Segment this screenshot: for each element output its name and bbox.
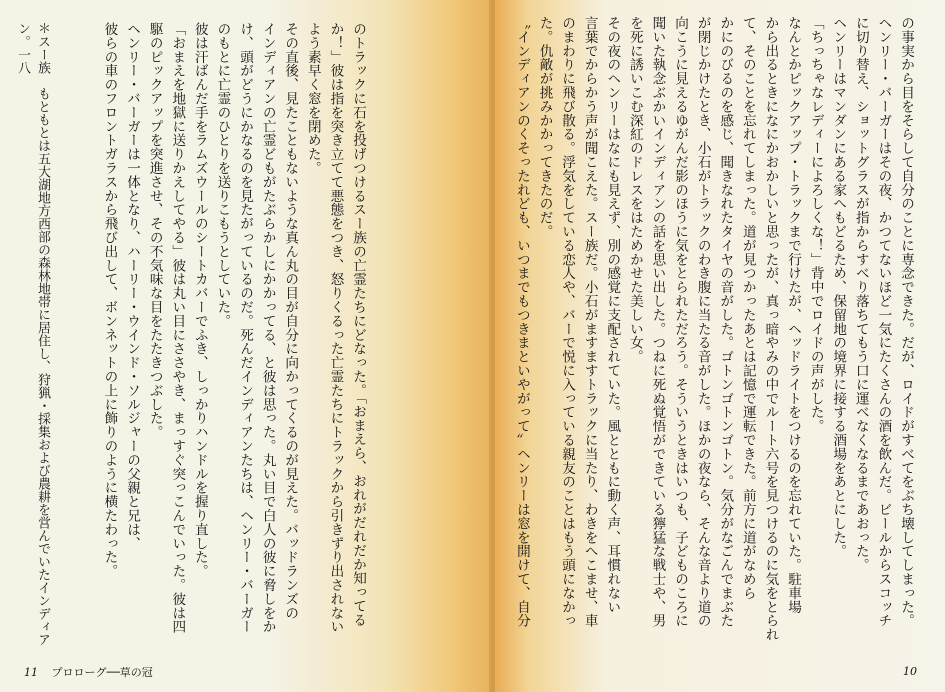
text-column: ヘンリーはマンダンにある家へもどるため、保留地の境界に接する酒場をあとにした。: [830, 16, 847, 559]
text-column: を死に誘いこむ深紅のドレスをはためかせた美しい女。: [626, 16, 643, 364]
text-column: 〝インディアンのくそったれども、いつまでもつきまといやがって〟ヘンリーは窓を開けて、自分: [513, 16, 530, 628]
text-column: 「ちっちゃなレディーによろしくな！」背中でロイドの声がした。: [807, 16, 824, 433]
text-column: なんとかピックアップ・トラックまで行けたが、ヘッドライトをつけるのを忘れていた。駐車場: [785, 16, 802, 614]
book-gutter: [489, 0, 495, 692]
text-column: ヘンリー・バーガーは一体となり、ハーリー・ウインド・ソルジャーの父親と兄は、: [124, 22, 141, 551]
text-column: に切り替え、ショットグラスが指からすべり落ちてもう口に運べなくなるまであおった。: [852, 16, 869, 572]
running-head: プロローグ──草の冠: [51, 666, 153, 679]
text-column: て、そのことを忘れてしまった。道が見つかったあとは記憶で運転できた。前方に道がなめら: [739, 16, 756, 600]
text-column: の事実から目をそらして自分のことに専念できた。だが、ロイドがすべてをぶち壊してしまった。: [898, 16, 914, 628]
text-column: よう素早く窓を閉めた。: [304, 22, 321, 175]
text-column: ヘンリー・バーガーはその夜、かつてないほど一気にたくさんの酒を飲んだ。ビールからスコッチ: [875, 16, 892, 628]
text-column: 駆のピックアップを突進させ、その不気味な目をたたきつぶした。: [146, 22, 163, 439]
right-page-number: 10: [903, 665, 917, 678]
text-column: から出るときになにかおかしいと思ったが、真っ暗やみの中でルート六号を見つけるのに気をとられ: [762, 16, 779, 642]
text-column: のもとに亡霊のひとりを送りこもうとしていた。: [214, 22, 231, 328]
text-column: 彼は汗ばんだ手をラムズウールのシートカバーでふき、しっかりハンドルを握り直した。: [191, 22, 208, 578]
right-page-body: [510, 16, 917, 651]
text-column: 「おまえを地獄に送りかえしてやる」彼は丸い目にささやき、まっすぐ突っこんでいった。彼は四: [169, 22, 186, 634]
right-page: [492, 0, 945, 692]
text-column: 言葉でからかう声が聞こえた。スー族だ。小石がますますトラックに当たり、わきをへこませ、車: [581, 16, 598, 628]
text-column: インディアンの亡霊どもがたぶらかしにかかってる、と彼は思った。丸い目で白人の彼に脅しをか: [259, 22, 276, 634]
text-column: が閉じかけたとき、小石がトラックのわき腹に当たる音がした。ほかの夜なら、そんな音より道の: [694, 16, 711, 628]
footnote: ＊スー族 もともとは五大湖地方西部の森林地帯に居住し、狩猟・採集および農耕を営んでいたインディアン。一八: [15, 22, 50, 646]
left-page-body: [98, 22, 369, 652]
text-column: のトラックに石を投げつけるスー族の亡霊たちにどなった。「おまえら、おれがだれだか知ってる: [350, 22, 366, 627]
text-column: その夜のヘンリーはなにも見えず、別の感覚に支配されていた。風とともに動く声、耳慣れない: [604, 16, 621, 614]
text-column: 向こうに見えるゆがんだ影のほうに気をとられただろう。そういうときはいつも、子どものころに: [672, 16, 689, 628]
text-column: 聞いた執念ぶかいインディアンの話を思い出した。つねに死ぬ覚悟ができている獰猛な戦士や、男: [649, 16, 666, 628]
text-column: か！」彼は指を突き立てて悪態をつき、怒りくるった亡霊たちにトラックから引きずり出されない: [327, 22, 344, 634]
text-column: のまわりに飛び散る。浮気をしている恋人や、バーで悦に入っている親友のことはもう頭になかっ: [559, 16, 576, 628]
left-page-footer: [24, 664, 153, 680]
left-page-number: 11: [24, 666, 38, 679]
text-column: た。仇敵が挑みかかってきたのだ。: [536, 16, 553, 239]
text-column: け、頭がどうにかなるのを見たがっているのだ。死んだインディアンたちは、ヘンリー・バーガー: [237, 22, 254, 634]
text-column: 彼らの車のフロントガラスから飛び出して、ボンネットの上に飾りのように横たわった。: [101, 22, 118, 578]
text-column: その直後、見たこともないような真ん丸の目が自分に向かってくるのが見えた。バッドランズの: [282, 22, 299, 620]
text-column: かにのびるのを感じ、聞きなれたタイヤの音がした。ゴトンゴトンゴトン。気分がなごんでまぶた: [717, 16, 734, 628]
